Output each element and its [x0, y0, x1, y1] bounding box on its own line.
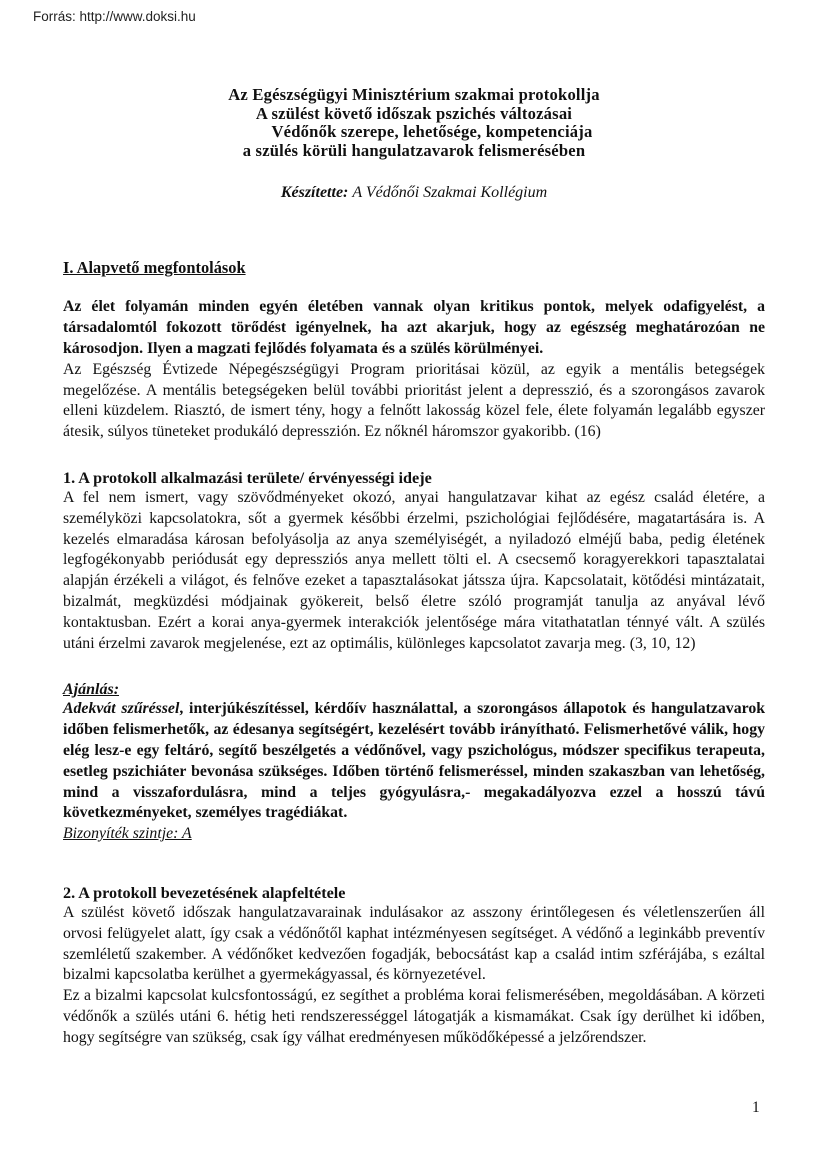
title-line-4: a szülés körüli hangulatzavarok felismerésében — [242, 140, 586, 160]
recommendation-body-text: , interjúkészítéssel, kérdőív használattal, a szorongásos állapotok és hangulatzavarok időben felismerhetők, az édesanya segítségért, kezelésért tovább irányítható. Felismerhetővé válik, hogy elég lesz-e egy feltáró, segítő beszélgetés a védőnővel, vagy pszichológus, módszer specifikus terapeuta, esetleg pszichiáter bevonása szükséges. Időben történő felismeréssel, minden szakaszban van lehetőség, mind a visszafordulásra, mind a teljes gyógyulásra,- megakadályozva ezzel a hosszú távú következményeket, személyes tragédiákat. — [63, 700, 765, 822]
title-line-2: A szülést követő időszak pszichés változásai — [255, 103, 573, 123]
title-line-3: Védőnők szerepe, lehetősége, kompetenciája — [271, 122, 593, 142]
recommendation-lead-phrase: Adekvát szűréssel — [63, 700, 180, 718]
document-content — [63, 0, 765, 1048]
protocol-precondition-paragraph-1: A szülést követő időszak hangulatzavarainak indulásakor az asszony érintőlegesen és véletlenszerűen áll orvosi felügyelet alatt, így csak a védőnőtől kaphat intézményesen segítséget. A védőnő a leginkább preventív szemléletű szakember. A védőnőket kedvezően fogadják, bebocsátást kap a család intim szférájába, s ezáltal bizalmi kapcsolatba kerülhet a gyermekágyassal, és környezetével. — [63, 903, 765, 984]
fundamentals-intro-bold-paragraph: Az élet folyamán minden egyén életében vannak olyan kritikus pontok, melyek odafigyelést, a társadalomtól fokozott törődést igényelnek, ha azt akarjuk, hogy az egészség meghatározóan ne károsodjon. Ilyen a magzati fejlődés folyamata és a szülés körülményei. — [63, 298, 765, 357]
protocol-scope-paragraph: A fel nem ismert, vagy szövődményeket okozó, anyai hangulatzavar kihat az egész család életére, a személyközi kapcsolatokra, sőt a gyermek későbbi érzelmi, pszichológiai fejlődésére, magatartására is. A kezelés elmaradása károsan befolyásolja az anya személyiségét, a nyiladozó elméjű baba, pedig életének legfogékonyabb periódusát egy depressziós anya mellett tölti el. A csecsemő koragyerekkori tapasztalatai alapján érzékeli a világot, és felnőve ezeket a tapasztalásokat játssza újra. Kapcsolatait, kötődési mintázatait, bizalmát, megküzdési módjainak gyökereit, belső életre szóló programját tanulja az anyával lévő kontaktusban. Ezért a korai anya-gyermek interakciók jelentősége mára vitathatatlan ténnyé vált. A szülés utáni érzelmi zavarok megjelenése, ezt az optimális, különleges kapcsolatot zavarja meg. (3, 10, 12) — [63, 488, 765, 652]
evidence-level-note: Bizonyíték szintje: A — [63, 825, 192, 843]
title-line-1: Az Egészségügyi Minisztérium szakmai protokollja — [228, 85, 600, 104]
fundamentals-intro-paragraph: Az Egészség Évtizede Népegészségügyi Program prioritásai közül, az egyik a mentális betegségek megelőzése. A mentális betegségeken belül további prioritást jelent a depresszió, és a szorongásos zavarok elleni küzdelem. Riasztó, de ismert tény, hogy a felnőtt lakosság közel fele, élete folyamán legalább egyszer átesik, súlyos tüneteket produkáló depresszión. Ez nőknél háromszor gyakoribb. (16) — [63, 360, 765, 441]
author-value: A Védőnői Szakmai Kollégium — [352, 184, 548, 202]
recommendation-paragraph — [63, 699, 765, 824]
section-heading-protocol-precondition: 2. A protokoll bevezetésének alapfeltétele — [63, 883, 346, 902]
document-title — [63, 86, 765, 160]
protocol-precondition-paragraph-2: Ez a bizalmi kapcsolat kulcsfontosságú, ez segíthet a probléma korai felismerésében, megoldásában. A körzeti védőnők a szülés utáni 6. hétig heti rendszerességgel látogatják a kismamákat. Csak így derülhet ki időben, hogy segítségre van szükség, csak így válhat eredményesen működőképessé a jelzőrendszer. — [63, 987, 765, 1046]
section-heading-protocol-scope: 1. A protokoll alkalmazási területe/ érvényességi ideje — [63, 468, 432, 487]
section-heading-fundamentals: I. Alapvető megfontolások — [63, 258, 246, 278]
recommendation-label: Ajánlás: — [63, 681, 120, 699]
author-label: Készítette: — [280, 184, 349, 202]
source-note: Forrás: http://www.doksi.hu — [33, 9, 196, 24]
author-line — [63, 184, 765, 202]
page-number: 1 — [752, 1099, 760, 1116]
